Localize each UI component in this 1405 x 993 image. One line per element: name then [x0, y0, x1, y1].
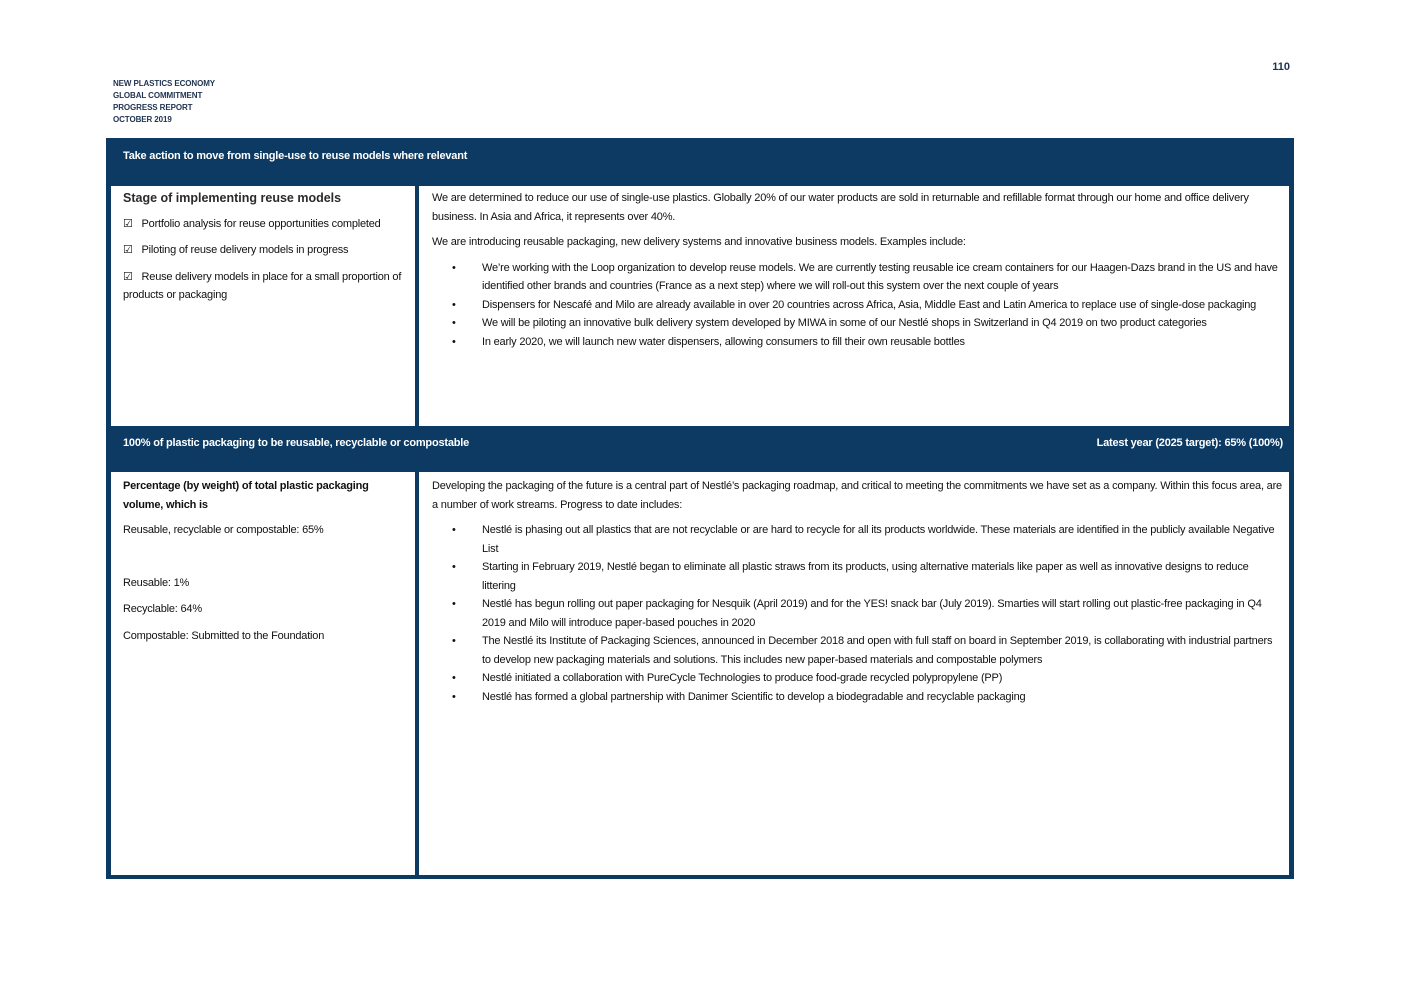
stage-item-label: Portfolio analysis for reuse opportunities completed	[141, 217, 381, 230]
list-item-text: Starting in February 2019, Nestlé began to eliminate all plastic straws from its products, using alternative materials like paper as well as innovative designs to reduce littering	[482, 561, 1249, 592]
report-header-line: OCTOBER 2019	[113, 115, 172, 124]
percentage-label: Percentage (by weight) of total plastic packaging volume, which is	[123, 480, 369, 511]
bullet-icon: •	[452, 635, 456, 647]
reuse-stage-cell	[111, 186, 415, 426]
latest-year-target: Latest year (2025 target): 65% (100%)	[1096, 437, 1283, 449]
list-item-text: Nestlé initiated a collaboration with PureCycle Technologies to produce food-grade recycled polypropylene (PP)	[482, 672, 1003, 684]
section-packaging-title: 100% of plastic packaging to be reusable, recyclable or compostable	[123, 437, 470, 449]
metric-reusable: Reusable: 1%	[123, 576, 190, 589]
report-header	[113, 78, 215, 126]
list-item	[432, 296, 1283, 315]
report-header-line: NEW PLASTICS ECONOMY	[113, 79, 216, 88]
list-item	[432, 558, 1283, 595]
bullet-icon: •	[452, 561, 456, 573]
list-item-text: In early 2020, we will launch new water dispensers, allowing consumers to fill their own reusable bottles	[482, 335, 965, 348]
reuse-bullet-list	[432, 259, 1283, 352]
bullet-icon: •	[452, 598, 456, 610]
bullet-icon: •	[452, 690, 456, 703]
section-reuse-title: Take action to move from single-use to reuse models where relevant	[123, 150, 468, 162]
stage-item-piloting	[123, 241, 408, 260]
section-reuse-header	[106, 138, 1294, 184]
stage-item-label: Reuse delivery models in place for a small proportion of products or packaging	[123, 270, 402, 301]
list-item-text: The Nestlé its Institute of Packaging Sciences, announced in December 2018 and open with full staff on board in September 2019, is collaborating with industrial partners to develop new packaging materials and solutions. This includes new paper-based materials and compostable polymers	[482, 635, 1273, 666]
stage-item-label: Piloting of reuse delivery models in progress	[141, 244, 349, 256]
list-item-text: We will be piloting an innovative bulk delivery system developed by MIWA in some of our Nestlé shops in Switzerland in Q4 2019 on two product categories	[482, 317, 1207, 329]
bullet-icon: •	[452, 317, 456, 329]
page-number: 110	[1272, 61, 1290, 73]
list-item	[432, 688, 1283, 707]
metric-compostable: Compostable: Submitted to the Foundation	[123, 629, 325, 642]
stage-item-portfolio	[123, 215, 408, 234]
packaging-description-cell	[419, 472, 1289, 875]
packaging-bullet-list	[432, 521, 1283, 706]
report-header-line: GLOBAL COMMITMENT	[113, 91, 203, 100]
bullet-icon: •	[452, 672, 456, 684]
packaging-intro: Developing the packaging of the future is a central part of Nestlé’s packaging roadmap, and critical to meeting the commitments we have set as a company. Within this focus area, are a number of work streams. Progress to date includes:	[432, 480, 1282, 511]
list-item	[432, 669, 1283, 688]
reuse-paragraph: We are introducing reusable packaging, new delivery systems and innovative business models. Examples include:	[432, 236, 966, 248]
section-packaging-header	[106, 426, 1294, 472]
commitment-table	[106, 138, 1294, 879]
list-item	[432, 632, 1283, 669]
stage-heading: Stage of implementing reuse models	[123, 191, 342, 205]
list-item-text: We’re working with the Loop organization to develop reuse models. We are currently testing reusable ice cream containers for our Haagen-Dazs brand in the US and have identified other brands and countries (France as a next step) where we will roll-out this system over the next couple of years	[482, 261, 1278, 292]
bullet-icon: •	[452, 298, 456, 311]
list-item-text: Dispensers for Nescafé and Milo are already available in over 20 countries across Africa, Asia, Middle East and Latin America to replace use of single-dose packaging	[482, 298, 1257, 311]
list-item	[432, 333, 1283, 352]
bullet-icon: •	[452, 261, 456, 274]
reuse-paragraph: We are determined to reduce our use of single-use plastics. Globally 20% of our water products are sold in returnable and refillable format through our home and office delivery business. In Asia and Africa, it represents over 40%.	[432, 192, 1249, 223]
stage-item-in-place	[123, 268, 408, 305]
checked-box-icon: ☑	[123, 244, 133, 256]
list-item	[432, 259, 1283, 296]
reuse-description-cell	[419, 186, 1289, 426]
list-item	[432, 595, 1283, 632]
list-item	[432, 521, 1283, 558]
checked-box-icon: ☑	[123, 270, 133, 283]
bullet-icon: •	[452, 524, 456, 536]
list-item-text: Nestlé has begun rolling out paper packaging for Nesquik (April 2019) and for the YES! snack bar (July 2019). Smarties will start rolling out plastic-free packaging in Q4 2019 and Milo will introduce paper-based pouches in 2020	[482, 598, 1262, 629]
list-item-text: Nestlé has formed a global partnership with Danimer Scientific to develop a biodegradable and recyclable packaging	[482, 690, 1026, 703]
packaging-metrics-cell	[111, 472, 415, 875]
metric-combined: Reusable, recyclable or compostable: 65%	[123, 524, 324, 536]
list-item-text: Nestlé is phasing out all plastics that are not recyclable or are hard to recycle for all its products worldwide. These materials are identified in the publicly available Negative List	[482, 524, 1275, 555]
spacer	[123, 548, 408, 574]
report-header-line: PROGRESS REPORT	[113, 103, 193, 112]
checked-box-icon: ☑	[123, 217, 133, 230]
metric-recyclable: Recyclable: 64%	[123, 603, 202, 615]
list-item	[432, 314, 1283, 333]
bullet-icon: •	[452, 335, 456, 348]
